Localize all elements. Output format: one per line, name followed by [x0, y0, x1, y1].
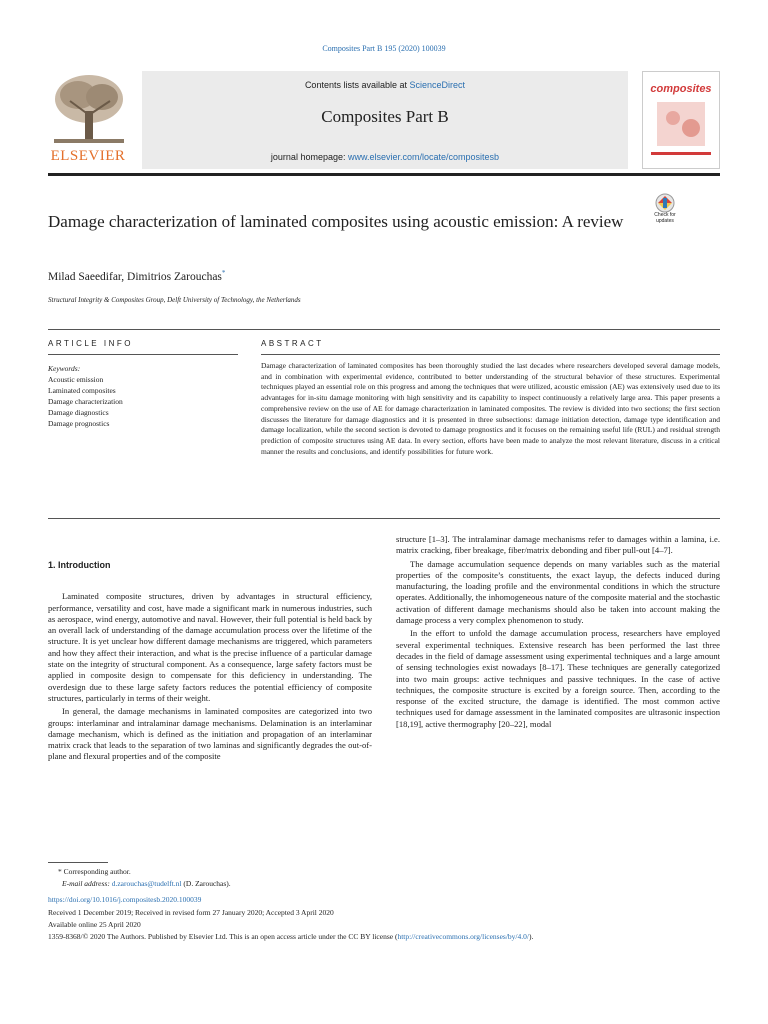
abstract-text: Damage characterization of laminated composites has been thoroughly studied the last decades where researchers developed several damage models, and in combination with experimental evidence, contributed to better understanding of the structural behavior of these structures. Experimental techniques played an essential role on this progress and among the techniques that were utilized, acoustic emission (AE) was extensively used due to its advantages for in-situ damage monitoring with high sensitivity and its capability to inspect continuously a relatively large area. This paper presents a comprehensive review on the use of AE for damage characterization in laminated composites. The review is divided into two sections; the first section discusses the literature for damage diagnostics and it is presented in three subsections: damage initiation detection, damage type identification and damage localization, while the second section is devoted to damage prognostics and it focuses on the remaining useful life (RUL) and residual strength prediction of composite structures using AE data. In every section, efforts have been made to analyze the most relevant literature, discuss in a critical manner the results and conclusions, and identify possibilities for future work.	[261, 361, 720, 456]
sciencedirect-link[interactable]: ScienceDirect	[409, 80, 466, 90]
body-paragraph: In general, the damage mechanisms in laminated composites are categorized into two groups: interlaminar and intralaminar damage mechanisms. Delamination is an interlaminar damage mechanism, which is defined as the initiation and propagation of an interlaminar matrix crack that leads to the separation of two laminas and significantly degrades the out-of-plane and flexural properties and of the composite	[48, 706, 372, 762]
article-title: Damage characterization of laminated composites using acoustic emission: A review	[48, 212, 624, 231]
abstract-divider	[261, 354, 720, 355]
journal-homepage	[142, 152, 628, 162]
footnote-divider	[48, 862, 108, 863]
check-for-updates-badge[interactable]	[647, 193, 683, 233]
email-link[interactable]: d.zarouchas@tudelft.nl	[111, 879, 182, 889]
author-affiliation: Structural Integrity & Composites Group, Delft University of Technology, the Netherlands	[48, 296, 301, 304]
keywords-label: Keywords:	[48, 364, 81, 373]
abstract-heading: ABSTRACT	[261, 339, 324, 348]
cover-journal-name: composites	[650, 83, 712, 95]
journal-cover[interactable]	[642, 71, 720, 169]
cover-artwork-icon	[643, 72, 719, 168]
body-left-column	[48, 534, 372, 765]
license-line	[48, 931, 728, 943]
journal-masthead	[48, 71, 720, 169]
publisher-wordmark: ELSEVIER	[50, 148, 126, 164]
crossmark-icon	[647, 193, 683, 213]
corresponding-author-mark[interactable]: *	[221, 269, 226, 277]
body-paragraph: In the effort to unfold the damage accumulation process, researchers have employed several experimental techniques. Extensive research has been performed the last three decades in the field of damage assessment using experimental techniques and a large amount of sensing technologies exist nowadays [8–17]. These techniques are generally categorized into two main groups: active techniques and passive techniques. In the case of active techniques, the composite structure is excited by a foreign source. Then, according to the response of the excited structure, the damage is identified. The most common active techniques used for damage assessment in the laminated composites are ultrasonic inspection [18,19], active thermography [20–22], modal	[396, 628, 720, 729]
corresponding-author-note: * Corresponding author.	[58, 867, 131, 876]
homepage-link[interactable]: www.elsevier.com/locate/compositesb	[348, 152, 500, 162]
received-dates: Received 1 December 2019; Received in revised form 27 January 2020; Accepted 3 April 2020	[48, 907, 334, 917]
article-info-heading: ARTICLE INFO	[48, 339, 133, 348]
body-paragraph: The damage accumulation sequence depends on many variables such as the material properties of the composite’s constituents, the exact layup, the defects induced during manufacturing, the loading profile and the environmental conditions in which the structure operates. Additionally, the inhomogeneous nature of the composite material and the stochastic activation of different damage mechanisms should also be taken into account making the damage process a very complex phenomenon to study.	[396, 558, 720, 626]
keyword-item: Damage characterization	[48, 397, 123, 406]
header-divider	[48, 173, 720, 176]
keyword-item: Laminated composites	[48, 386, 116, 395]
top-info-divider	[48, 329, 720, 330]
tree-icon	[48, 71, 130, 149]
email-suffix: (D. Zarouchas).	[183, 879, 231, 889]
bottom-info-divider	[48, 518, 720, 519]
email-line	[48, 878, 728, 890]
journal-reference-link[interactable]: Composites Part B 195 (2020) 100039	[322, 44, 446, 53]
keyword-item: Damage prognostics	[48, 419, 110, 428]
license-link[interactable]: http://creativecommons.org/licenses/by/4.0/	[397, 932, 529, 942]
elsevier-logo[interactable]	[48, 71, 130, 169]
keyword-item: Acoustic emission	[48, 375, 104, 384]
crossmark-label: Check for updates	[654, 212, 676, 224]
author-names: Milad Saeedifar, Dimitrios Zarouchas	[48, 270, 222, 283]
author-list	[48, 269, 225, 283]
article-info-divider	[48, 354, 238, 355]
homepage-prefix: journal homepage:	[270, 152, 346, 162]
section-heading-introduction: 1. Introduction	[48, 560, 111, 570]
journal-title: Composites Part B	[321, 107, 449, 126]
keywords-block	[48, 363, 238, 429]
contents-prefix: Contents lists available at	[304, 80, 407, 90]
body-paragraph: structure [1–3]. The intralaminar damage mechanisms refer to damages within a lamina, i.e. matrix cracking, fiber breakage, fiber/matrix debonding and fiber pull-out [4–7].	[396, 534, 720, 556]
license-suffix: ).	[528, 932, 534, 942]
journal-banner	[142, 71, 628, 169]
license-text: 1359-8368/© 2020 The Authors. Published by Elsevier Ltd. This is an open access article under the CC BY license (	[48, 932, 398, 942]
available-online-date: Available online 25 April 2020	[48, 919, 141, 929]
body-paragraph: Laminated composite structures, driven by advantages in structural efficiency, performance, versatility and cost, have made a significant mark in numerous industries, such as aerospace, wind energy, automotive and naval. However, their full potential is held back by an overall lack of understanding of the damage accumulation process over the lifetime of the structure. It is yet unclear how different damage mechanisms are triggered, which parameters and how they affect their interaction, and what is the precise influence of a particular damage state on the integrity of structural component. As a consequence, large safety factors must be applied in composite design to compensate for this deficiency in understanding. The overdesign due to these large safety factors reduces the potential efficiency of composite structures, particularly in terms of their weight.	[48, 591, 372, 703]
body-right-column	[396, 534, 720, 732]
doi-link[interactable]: https://doi.org/10.1016/j.compositesb.2020.100039	[48, 895, 202, 905]
keyword-item: Damage diagnostics	[48, 408, 109, 417]
footnotes	[48, 866, 728, 943]
email-label: E-mail address:	[62, 879, 110, 889]
contents-availability	[142, 80, 628, 90]
